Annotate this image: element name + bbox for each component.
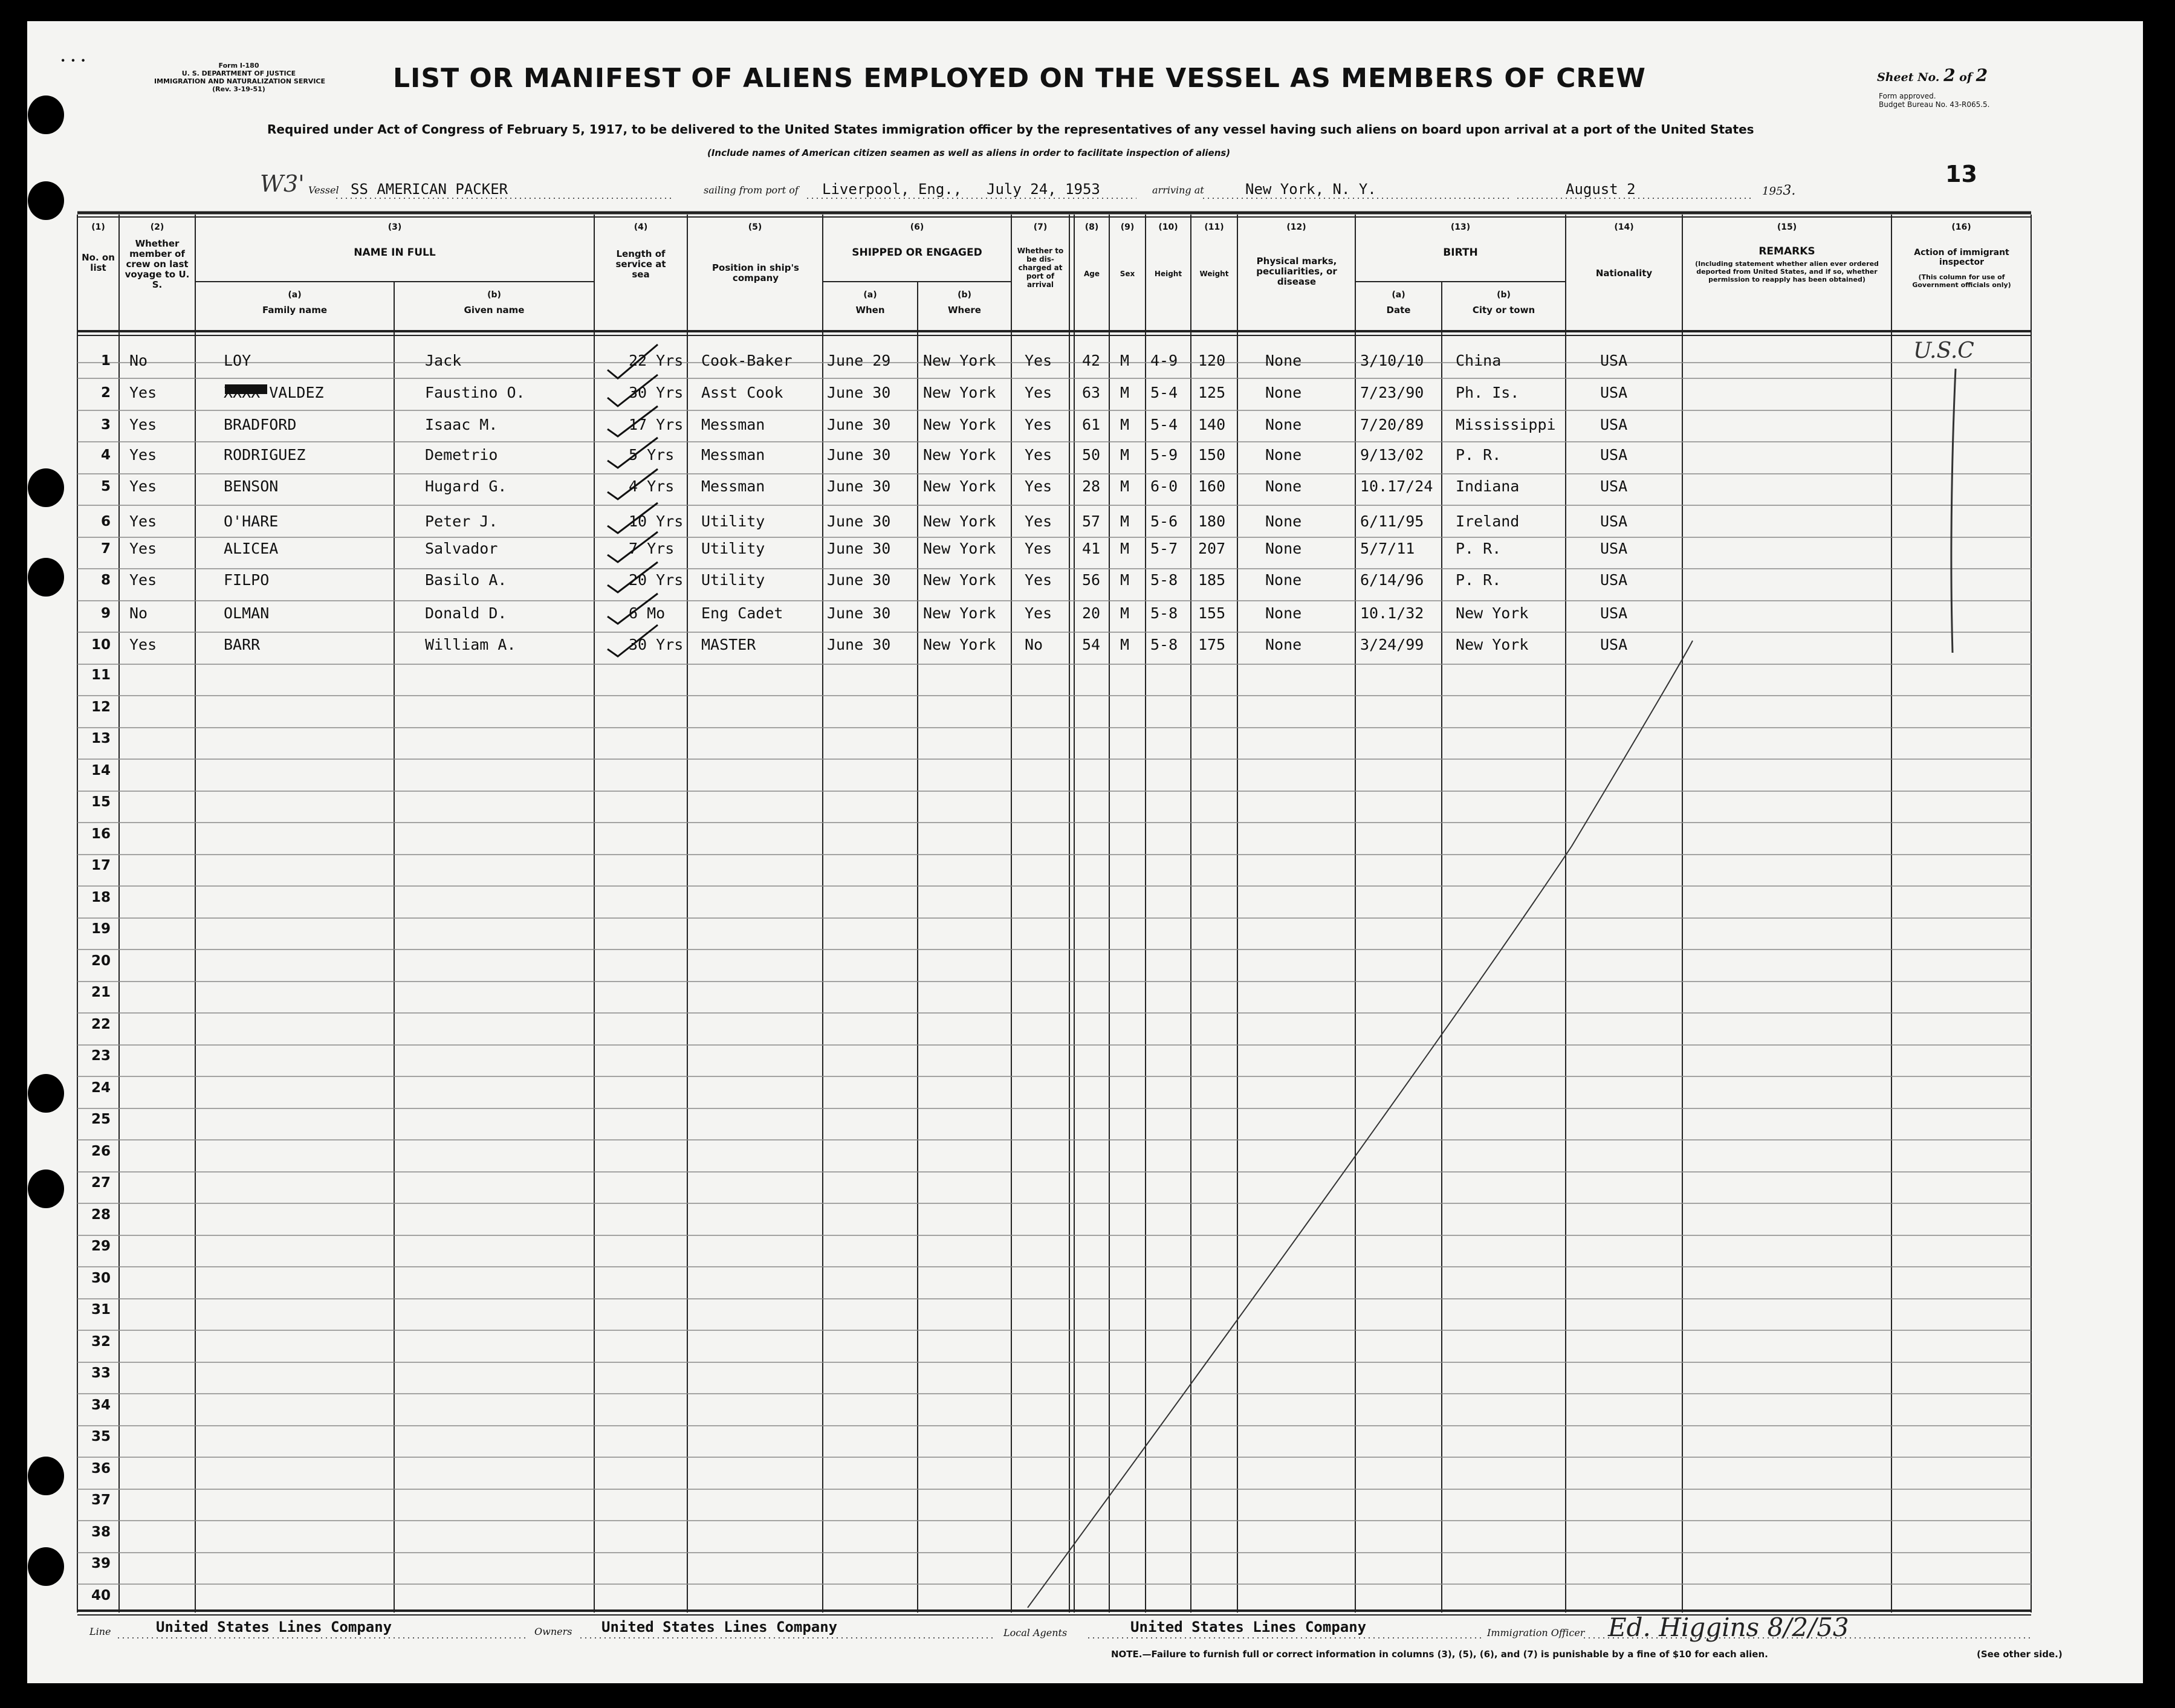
vessel-name: SS AMERICAN PACKER	[351, 181, 508, 198]
row-birth-city: New York	[1456, 636, 1529, 653]
col3-header: NAME IN FULL	[354, 247, 436, 259]
row-birth-date: 6/11/95	[1360, 513, 1424, 530]
row-family-name: ALICEA	[224, 540, 279, 557]
row-age: 28	[1082, 477, 1101, 495]
col12-number: (12)	[1286, 222, 1306, 232]
officer-label: Immigration Officer	[1487, 1627, 1585, 1638]
sheet-label: Sheet No.	[1877, 71, 1940, 84]
row-sex: M	[1120, 416, 1130, 433]
col6b-number: (b)	[958, 290, 971, 300]
line-value: United States Lines Company	[156, 1619, 392, 1635]
line-label: Line	[89, 1626, 111, 1637]
col3-number: (3)	[387, 222, 402, 232]
col11-header: Weight	[1199, 270, 1229, 278]
row-height: 4-9	[1150, 352, 1178, 369]
col16-header: Action of immigrant inspector	[1914, 248, 2009, 267]
row-family-name: XXXX VALDEZ	[224, 384, 324, 401]
row-nationality: USA	[1600, 571, 1628, 589]
row-weight: 185	[1198, 571, 1226, 589]
row-number: 6	[100, 514, 111, 529]
row-marks: None	[1265, 571, 1302, 589]
vessel-label: Vessel	[308, 184, 339, 196]
owners-value: United States Lines Company	[601, 1619, 838, 1635]
row-number: 4	[100, 447, 111, 463]
row-birth-city: P. R.	[1456, 571, 1502, 589]
row-given-name: Isaac M.	[425, 416, 498, 433]
row-weight: 207	[1198, 540, 1226, 557]
row-discharged: Yes	[1025, 416, 1052, 433]
row-height: 5-6	[1150, 513, 1178, 530]
row-position: Utility	[701, 540, 765, 557]
row-weight: 175	[1198, 636, 1226, 653]
officer-signature: Ed. Higgins 8/2/53	[1608, 1613, 1849, 1642]
row-birth-city: New York	[1456, 604, 1529, 622]
row-discharged: Yes	[1025, 571, 1052, 589]
col14-number: (14)	[1614, 222, 1634, 232]
arrival-date: August 2	[1566, 181, 1636, 198]
sheet-total: 2	[1976, 65, 1988, 85]
sheet-of: of	[1959, 71, 1972, 84]
row-sex: M	[1120, 446, 1130, 464]
owners-label: Owners	[534, 1626, 572, 1637]
departure-date: July 24, 1953	[987, 181, 1100, 198]
col6a-header: When	[855, 305, 885, 315]
row-service-length: 20 Yrs	[629, 571, 684, 589]
row-shipped-when: June 30	[827, 446, 891, 464]
col9-header: Sex	[1120, 270, 1135, 278]
col15-note: (Including statement whether alien ever ordered deported from United States, and if so, whether permission to reapply has been obtained)	[1695, 260, 1879, 283]
row-given-name: Peter J.	[425, 513, 498, 530]
col6-header: SHIPPED OR ENGAGED	[852, 247, 982, 259]
row-service-length: 6 Mo	[629, 604, 666, 622]
row-shipped-when: June 30	[827, 571, 891, 589]
col9-number: (9)	[1120, 222, 1135, 232]
row-weight: 150	[1198, 446, 1226, 464]
row-family-name: BARR	[224, 636, 261, 653]
row-number: 5	[100, 479, 111, 494]
sailing-label: sailing from port of	[704, 184, 799, 196]
row-number: 34	[91, 1397, 111, 1413]
row-age: 50	[1082, 446, 1101, 464]
row-marks: None	[1265, 384, 1302, 401]
row-birth-date: 7/20/89	[1360, 416, 1424, 433]
row-sex: M	[1120, 604, 1130, 622]
row-service-length: 30 Yrs	[629, 384, 684, 401]
row-age: 61	[1082, 416, 1101, 433]
row-age: 42	[1082, 352, 1101, 369]
row-shipped-where: New York	[923, 477, 996, 495]
row-height: 5-7	[1150, 540, 1178, 557]
row-marks: None	[1265, 416, 1302, 433]
arrival-port: New York, N. Y.	[1245, 181, 1376, 198]
row-number: 27	[91, 1175, 111, 1191]
row-sex: M	[1120, 636, 1130, 653]
row-number: 38	[91, 1524, 111, 1540]
row-service-length: 7 Yrs	[629, 540, 675, 557]
row-shipped-where: New York	[923, 604, 996, 622]
sheet-no: 2	[1943, 65, 1956, 85]
row-number: 39	[91, 1556, 111, 1571]
row-birth-date: 9/13/02	[1360, 446, 1424, 464]
row-shipped-when: June 30	[827, 513, 891, 530]
row-number: 40	[91, 1588, 111, 1603]
row-number: 26	[91, 1144, 111, 1159]
row-discharged: Yes	[1025, 446, 1052, 464]
form-approved: Form approved.	[1879, 92, 1936, 100]
row-shipped-when: June 30	[827, 636, 891, 653]
row-shipped-where: New York	[923, 513, 996, 530]
col15-number: (15)	[1777, 222, 1797, 232]
department-name: U. S. DEPARTMENT OF JUSTICE	[181, 70, 296, 77]
row-weight: 120	[1198, 352, 1226, 369]
page-number: 13	[1945, 161, 1977, 187]
col7-header: Whether to be dis-charged at port of arrival	[1017, 247, 1064, 289]
inspector-mark: U.S.C	[1913, 338, 1974, 363]
row-number: 36	[91, 1461, 111, 1477]
row-given-name: William A.	[425, 636, 516, 653]
col10-header: Height	[1154, 270, 1182, 278]
row-nationality: USA	[1600, 446, 1628, 464]
row-age: 57	[1082, 513, 1101, 530]
row-given-name: Basilo A.	[425, 571, 507, 589]
row-number: 25	[91, 1111, 111, 1127]
row-number: 20	[91, 953, 111, 969]
row-age: 41	[1082, 540, 1101, 557]
row-weight: 160	[1198, 477, 1226, 495]
row-marks: None	[1265, 477, 1302, 495]
row-marks: None	[1265, 636, 1302, 653]
col13b-number: (b)	[1497, 290, 1511, 300]
row-birth-city: P. R.	[1456, 540, 1502, 557]
col3a-number: (a)	[288, 290, 302, 300]
margin-note: W3'	[260, 170, 305, 197]
col10-number: (10)	[1158, 222, 1178, 232]
row-weight: 155	[1198, 604, 1226, 622]
row-number: 14	[91, 763, 111, 778]
row-birth-date: 10.1/32	[1360, 604, 1424, 622]
row-marks: None	[1265, 352, 1302, 369]
row-number: 9	[100, 606, 111, 621]
row-sex: M	[1120, 540, 1130, 557]
col11-number: (11)	[1204, 222, 1224, 232]
row-weight: 125	[1198, 384, 1226, 401]
row-marks: None	[1265, 540, 1302, 557]
row-discharged: Yes	[1025, 604, 1052, 622]
col3b-number: (b)	[487, 290, 501, 300]
footer-note: NOTE.—Failure to furnish full or correct information in columns (3), (5), (6), and (7) is punishable by a fine of $10 for each alien.	[1111, 1649, 1768, 1660]
row-shipped-when: June 30	[827, 384, 891, 401]
row-number: 24	[91, 1080, 111, 1096]
row-number: 33	[91, 1365, 111, 1381]
row-service-length: 10 Yrs	[629, 513, 684, 530]
arriving-label: arriving at	[1152, 184, 1204, 196]
col15-header: REMARKS	[1758, 245, 1815, 257]
row-sex: M	[1120, 384, 1130, 401]
row-number: 19	[91, 921, 111, 937]
row-shipped-where: New York	[923, 540, 996, 557]
row-number: 16	[91, 826, 111, 842]
corner-dots: · · ·	[60, 51, 86, 69]
col1-number: (1)	[91, 222, 105, 232]
row-birth-city: China	[1456, 352, 1502, 369]
row-number: 17	[91, 858, 111, 873]
required-notice: Required under Act of Congress of February 5, 1917, to be delivered to the United States immigration officer by the representatives of any vessel having such aliens on board upon arrival at a port of the United States	[267, 122, 1754, 137]
row-service-length: 4 Yrs	[629, 477, 675, 495]
col8-number: (8)	[1084, 222, 1099, 232]
row-number: 3	[100, 417, 111, 433]
row-shipped-when: June 29	[827, 352, 891, 369]
row-service-length: 5 Yrs	[629, 446, 675, 464]
row-discharged: Yes	[1025, 352, 1052, 369]
col13a-header: Date	[1386, 305, 1411, 315]
row-last-voyage: Yes	[129, 636, 157, 653]
row-shipped-where: New York	[923, 571, 996, 589]
col6-number: (6)	[910, 222, 924, 232]
row-birth-city: Ireland	[1456, 513, 1520, 530]
col4-number: (4)	[634, 222, 648, 232]
row-position: Utility	[701, 513, 765, 530]
col6a-number: (a)	[863, 290, 877, 300]
row-nationality: USA	[1600, 477, 1628, 495]
row-shipped-where: New York	[923, 352, 996, 369]
row-birth-date: 10.17/24	[1360, 477, 1433, 495]
row-given-name: Demetrio	[425, 446, 498, 464]
year-prefix: 195	[1762, 185, 1783, 198]
include-notice: (Include names of American citizen seamen as well as aliens in order to facilitate inspection of aliens)	[707, 147, 1231, 158]
row-age: 20	[1082, 604, 1101, 622]
row-age: 63	[1082, 384, 1101, 401]
row-sex: M	[1120, 352, 1130, 369]
col5-number: (5)	[748, 222, 762, 232]
row-birth-date: 5/7/11	[1360, 540, 1415, 557]
row-discharged: Yes	[1025, 384, 1052, 401]
row-weight: 180	[1198, 513, 1226, 530]
row-age: 54	[1082, 636, 1101, 653]
row-shipped-when: June 30	[827, 477, 891, 495]
row-birth-date: 6/14/96	[1360, 571, 1424, 589]
col6b-header: Where	[948, 305, 981, 315]
row-birth-city: P. R.	[1456, 446, 1502, 464]
row-height: 6-0	[1150, 477, 1178, 495]
see-other-side: (See other side.)	[1977, 1649, 2063, 1660]
col13a-number: (a)	[1392, 290, 1405, 300]
row-nationality: USA	[1600, 604, 1628, 622]
row-nationality: USA	[1600, 540, 1628, 557]
row-number: 37	[91, 1492, 111, 1508]
row-number: 8	[100, 572, 111, 588]
service-name: IMMIGRATION AND NATURALIZATION SERVICE	[154, 77, 326, 85]
col16-note: (This column for use of Government officials only)	[1912, 273, 2011, 289]
col13-number: (13)	[1450, 222, 1471, 232]
row-family-name: O'HARE	[224, 513, 279, 530]
row-family-name: RODRIGUEZ	[224, 446, 306, 464]
row-service-length: 30 Yrs	[629, 636, 684, 653]
row-number: 23	[91, 1048, 111, 1064]
agents-label: Local Agents	[1003, 1627, 1068, 1638]
col8-header: Age	[1083, 270, 1100, 278]
row-number: 21	[91, 985, 111, 1000]
row-shipped-where: New York	[923, 636, 996, 653]
row-last-voyage: Yes	[129, 513, 157, 530]
row-given-name: Hugard G.	[425, 477, 507, 495]
form-number: Form I-180	[218, 62, 259, 70]
departure-port: Liverpool, Eng.,	[822, 181, 962, 198]
row-family-name: LOY	[224, 352, 251, 369]
row-number: 12	[91, 699, 111, 715]
row-age: 56	[1082, 571, 1101, 589]
col13b-header: City or town	[1472, 305, 1535, 315]
row-number: 22	[91, 1017, 111, 1032]
row-shipped-where: New York	[923, 384, 996, 401]
row-number: 32	[91, 1334, 111, 1350]
row-height: 5-8	[1150, 636, 1178, 653]
row-height: 5-4	[1150, 384, 1178, 401]
row-position: Cook-Baker	[701, 352, 793, 369]
row-service-length: 22 Yrs	[629, 352, 684, 369]
row-service-length: 17 Yrs	[629, 416, 684, 433]
row-position: MASTER	[701, 636, 756, 653]
row-number: 7	[100, 541, 111, 557]
row-marks: None	[1265, 513, 1302, 530]
col12-header: Physical marks, peculiarities, or disease	[1256, 256, 1337, 287]
row-nationality: USA	[1600, 352, 1628, 369]
row-position: Asst Cook	[701, 384, 783, 401]
row-family-name: OLMAN	[224, 604, 270, 622]
row-number: 28	[91, 1207, 111, 1223]
row-number: 31	[91, 1302, 111, 1318]
row-discharged: Yes	[1025, 513, 1052, 530]
row-last-voyage: Yes	[129, 446, 157, 464]
col16-number: (16)	[1951, 222, 1971, 232]
row-last-voyage: Yes	[129, 571, 157, 589]
row-number: 13	[91, 731, 111, 746]
row-sex: M	[1120, 477, 1130, 495]
row-position: Messman	[701, 416, 765, 433]
row-birth-date: 3/10/10	[1360, 352, 1424, 369]
row-height: 5-4	[1150, 416, 1178, 433]
row-shipped-where: New York	[923, 416, 996, 433]
row-given-name: Faustino O.	[425, 384, 525, 401]
row-number: 2	[100, 385, 111, 401]
col1-header: No. on list	[82, 252, 115, 273]
form-revision: (Rev. 3-19-51)	[212, 85, 265, 93]
row-sex: M	[1120, 513, 1130, 530]
col3b-header: Given name	[464, 305, 525, 315]
row-birth-city: Ph. Is.	[1456, 384, 1520, 401]
row-number: 10	[91, 637, 111, 653]
col14-header: Nationality	[1595, 268, 1653, 279]
row-sex: M	[1120, 571, 1130, 589]
col4-header: Length of service at sea	[615, 248, 666, 280]
row-shipped-when: June 30	[827, 604, 891, 622]
row-position: Utility	[701, 571, 765, 589]
row-height: 5-9	[1150, 446, 1178, 464]
row-birth-city: Indiana	[1456, 477, 1520, 495]
agents-value: United States Lines Company	[1130, 1619, 1367, 1635]
row-family-name: BRADFORD	[224, 416, 297, 433]
row-last-voyage: No	[129, 352, 148, 369]
row-last-voyage: Yes	[129, 540, 157, 557]
row-position: Messman	[701, 477, 765, 495]
row-family-name: BENSON	[224, 477, 279, 495]
row-last-voyage: Yes	[129, 477, 157, 495]
page-title: LIST OR MANIFEST OF ALIENS EMPLOYED ON THE VESSEL AS MEMBERS OF CREW	[393, 63, 1646, 94]
col2-header: Whether member of crew on last voyage to U. S.	[125, 238, 190, 290]
row-given-name: Donald D.	[425, 604, 507, 622]
row-discharged: Yes	[1025, 540, 1052, 557]
row-nationality: USA	[1600, 416, 1628, 433]
budget-bureau: Budget Bureau No. 43-R065.5.	[1879, 100, 1990, 109]
row-height: 5-8	[1150, 571, 1178, 589]
row-birth-city: Mississippi	[1456, 416, 1556, 433]
row-discharged: No	[1025, 636, 1043, 653]
row-nationality: USA	[1600, 636, 1628, 653]
col3a-header: Family name	[262, 305, 327, 315]
col5-header: Position in ship's company	[712, 262, 799, 283]
col2-number: (2)	[150, 222, 164, 232]
row-marks: None	[1265, 604, 1302, 622]
row-weight: 140	[1198, 416, 1226, 433]
row-last-voyage: Yes	[129, 384, 157, 401]
row-number: 15	[91, 794, 111, 810]
row-shipped-when: June 30	[827, 540, 891, 557]
row-height: 5-8	[1150, 604, 1178, 622]
row-number: 35	[91, 1429, 111, 1444]
col7-number: (7)	[1033, 222, 1048, 232]
row-number: 18	[91, 890, 111, 905]
row-given-name: Salvador	[425, 540, 498, 557]
row-birth-date: 7/23/90	[1360, 384, 1424, 401]
row-position: Messman	[701, 446, 765, 464]
row-given-name: Jack	[425, 352, 462, 369]
row-family-name: FILPO	[224, 571, 270, 589]
row-discharged: Yes	[1025, 477, 1052, 495]
row-last-voyage: Yes	[129, 416, 157, 433]
row-shipped-when: June 30	[827, 416, 891, 433]
row-number: 29	[91, 1238, 111, 1254]
row-position: Eng Cadet	[701, 604, 783, 622]
row-number: 11	[91, 667, 111, 683]
row-number: 30	[91, 1270, 111, 1286]
row-nationality: USA	[1600, 384, 1628, 401]
row-shipped-where: New York	[923, 446, 996, 464]
year-suffix: 3.	[1783, 183, 1796, 198]
row-birth-date: 3/24/99	[1360, 636, 1424, 653]
row-number: 1	[100, 353, 111, 369]
col13-header: BIRTH	[1443, 247, 1478, 259]
row-nationality: USA	[1600, 513, 1628, 530]
row-marks: None	[1265, 446, 1302, 464]
row-last-voyage: No	[129, 604, 148, 622]
